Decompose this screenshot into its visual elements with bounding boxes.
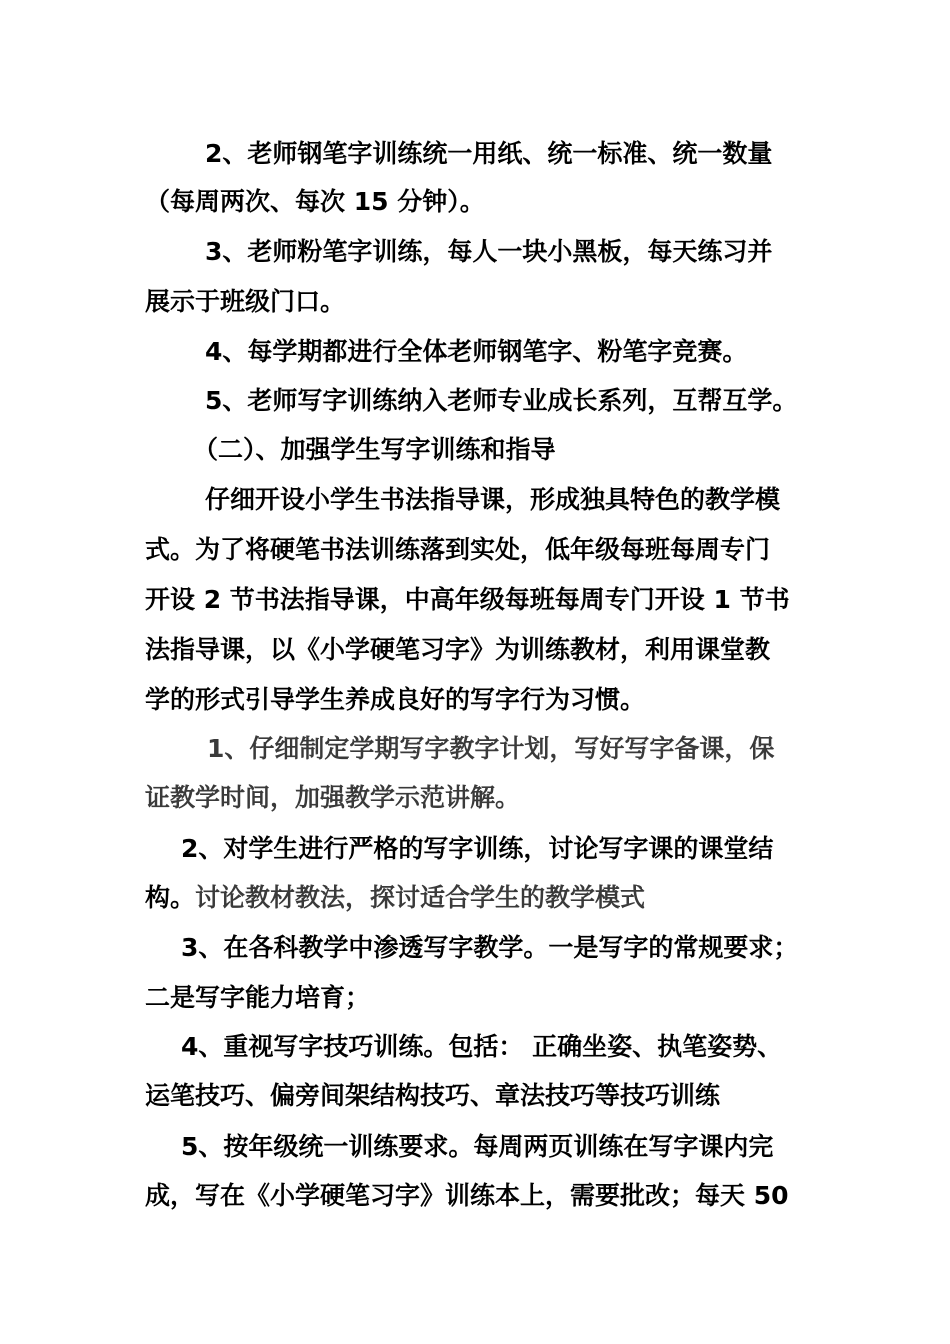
paragraph-line-10: 开设 2 节书法指导课，中高年级每班每周专门开设 1 节书 — [145, 585, 790, 614]
line-16-part-1: 构。 — [145, 883, 196, 912]
line-16-part-2: 讨论教材教法，探讨适合学生的教学模式 — [195, 883, 646, 912]
paragraph-line-11: 法指导课，以《小学硬笔习字》为训练教材，利用课堂教 — [145, 635, 771, 664]
paragraph-line-15: 2、对学生进行严格的写字训练，讨论写字课的课堂结 — [181, 834, 774, 863]
paragraph-line-12: 学的形式引导学生养成良好的写字行为习惯。 — [145, 685, 646, 714]
paragraph-line-8: 仔细开设小学生书法指导课，形成独具特色的教学模 — [205, 485, 781, 514]
paragraph-line-16 — [145, 881, 645, 915]
paragraph-line-2: （每周两次、每次 15 分钟）。 — [145, 187, 485, 216]
paragraph-line-1: 2、老师钢笔字训练统一用纸、统一标准、统一数量 — [205, 139, 773, 168]
paragraph-line-9: 式。为了将硬笔书法训练落到实处，低年级每班每周专门 — [145, 535, 771, 564]
section-heading: （二）、加强学生写字训练和指导 — [193, 435, 556, 464]
paragraph-line-4: 展示于班级门口。 — [145, 287, 346, 316]
paragraph-line-20: 运笔技巧、偏旁间架结构技巧、章法技巧等技巧训练 — [145, 1081, 721, 1110]
paragraph-line-22: 成，写在《小学硬笔习字》训练本上，需要批改；每天 50 — [145, 1181, 789, 1210]
paragraph-line-13: 1、仔细制定学期写字教字计划，写好写字备课，保 — [207, 734, 775, 763]
paragraph-line-18: 二是写字能力培育； — [145, 983, 371, 1012]
paragraph-line-21: 5、按年级统一训练要求。每周两页训练在写字课内完 — [181, 1132, 774, 1161]
paragraph-line-17: 3、在各科教学中渗透写字教学。一是写字的常规要求； — [181, 933, 799, 962]
paragraph-line-19: 4、重视写字技巧训练。包括： 正确坐姿、执笔姿势、 — [181, 1032, 783, 1061]
paragraph-line-6: 5、老师写字训练纳入老师专业成长系列，互帮互学。 — [205, 386, 798, 415]
paragraph-line-3: 3、老师粉笔字训练，每人一块小黑板，每天练习并 — [205, 237, 773, 266]
paragraph-line-14: 证教学时间，加强教学示范讲解。 — [145, 783, 521, 812]
paragraph-line-5: 4、每学期都进行全体老师钢笔字、粉笔字竞赛。 — [205, 337, 748, 366]
